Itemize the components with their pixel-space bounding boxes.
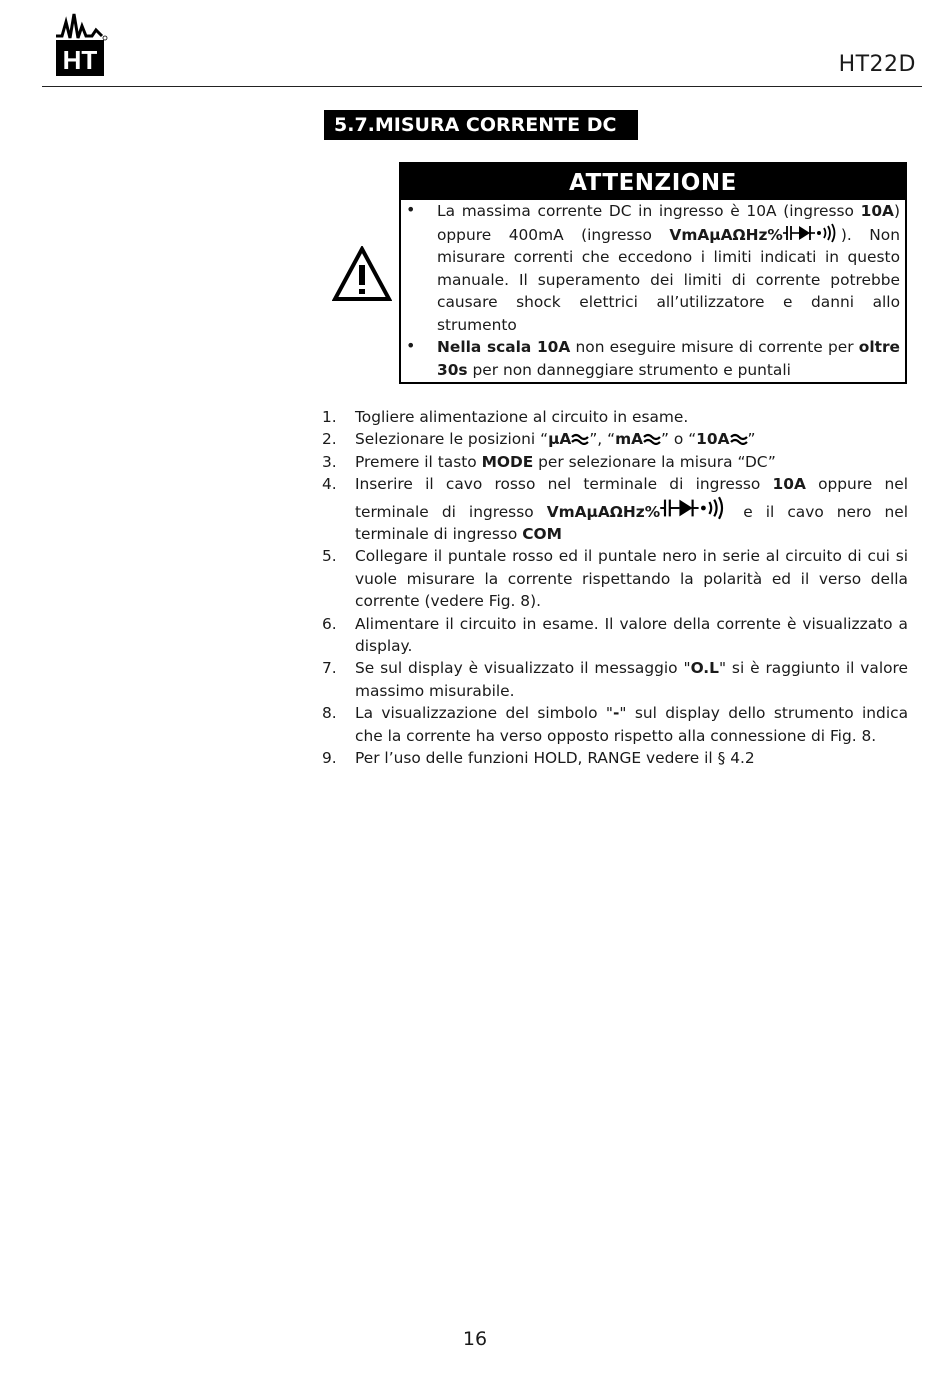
text-run: per selezionare la misura “DC” bbox=[533, 452, 776, 471]
step-text: Collegare il puntale rosso ed il puntale nero in serie al circuito di cui si vuole misurare la corrente rispettando la polarità ed il verso della corrente (vedere Fig. 8). bbox=[355, 547, 908, 611]
text-run: mA bbox=[615, 430, 644, 449]
bullet: • bbox=[406, 200, 416, 219]
warning-item bbox=[401, 200, 905, 336]
text-run: O.L bbox=[690, 659, 719, 678]
page-number: 16 bbox=[462, 1328, 488, 1350]
step-number: 6. bbox=[322, 614, 337, 633]
step-text: Togliere alimentazione al circuito in esame. bbox=[355, 408, 689, 426]
text-run: - bbox=[612, 704, 620, 723]
warning-text bbox=[437, 200, 900, 336]
text-run: La visualizzazione del simbolo " bbox=[355, 704, 613, 723]
list-item bbox=[322, 702, 908, 747]
dc-ac-symbol-icon bbox=[730, 433, 748, 445]
list-item bbox=[322, 613, 908, 658]
bullet: • bbox=[406, 336, 416, 355]
step-number: 3. bbox=[322, 452, 337, 471]
warning-list bbox=[401, 200, 905, 381]
text-run: Nella scala 10A bbox=[437, 338, 571, 356]
text-run: Se sul display è visualizzato il messaggio " bbox=[355, 659, 691, 678]
logo-text: HT bbox=[62, 45, 98, 75]
warning-box bbox=[399, 162, 907, 384]
list-item bbox=[322, 428, 908, 450]
text-run: e il cavo nero nel terminale di ingresso bbox=[355, 502, 908, 544]
ht-logo bbox=[52, 8, 108, 78]
text-run: 10A bbox=[772, 475, 806, 494]
step-number: 4. bbox=[322, 475, 337, 494]
dc-ac-symbol-icon bbox=[643, 433, 661, 445]
text-run: " sul display dello strumento indica che la corrente ha verso opposto rispetto alla connessione di Fig. 8. bbox=[355, 704, 908, 745]
text-run: ”, “ bbox=[589, 430, 616, 449]
list-item bbox=[322, 657, 908, 702]
section-title: 5.7.MISURA CORRENTE DC bbox=[324, 110, 638, 140]
step-number: 2. bbox=[322, 430, 337, 449]
text-run: 10A bbox=[860, 202, 894, 220]
text-run: Inserire il cavo rosso nel terminale di ingresso bbox=[355, 475, 773, 494]
terminal-symbols: VmAµAΩHz% bbox=[669, 225, 783, 244]
text-run: µA bbox=[548, 430, 572, 449]
header-divider bbox=[42, 86, 922, 87]
text-run: oppure nel terminale di ingresso bbox=[355, 475, 909, 521]
text-run: ). Non misurare correnti che eccedono i limiti indicati in questo manuale. Il superamento dei limiti di corrente potrebbe causare shock elettrici all’utilizzatore e danni allo strumento bbox=[437, 225, 900, 334]
step-number: 7. bbox=[322, 659, 337, 678]
text-run: " si è raggiunto il valore massimo misurabile. bbox=[355, 659, 908, 700]
list-item bbox=[322, 545, 908, 612]
text-run: La massima corrente DC in ingresso è 10A (ingresso bbox=[437, 202, 861, 220]
text-run: 10A bbox=[696, 430, 730, 449]
step-number: 9. bbox=[322, 749, 337, 768]
terminal-symbols: VmAµAΩHz% bbox=[546, 502, 661, 521]
warning-item bbox=[401, 336, 905, 381]
step-number: 5. bbox=[322, 547, 337, 566]
list-item bbox=[322, 406, 908, 428]
text-run: oltre 30s bbox=[437, 338, 900, 379]
list-item bbox=[322, 747, 908, 769]
capacitor-diode-buzzer-icon bbox=[660, 496, 730, 520]
step-text: Alimentare il circuito in esame. Il valore della corrente è visualizzato a display. bbox=[355, 614, 908, 656]
text-run: COM bbox=[522, 525, 562, 544]
dc-ac-symbol-icon bbox=[571, 433, 589, 445]
capacitor-diode-buzzer-icon bbox=[783, 223, 841, 243]
list-item bbox=[322, 451, 908, 473]
list-item bbox=[322, 473, 908, 545]
text-run: Premere il tasto bbox=[355, 452, 482, 471]
text-run: ) oppure 400mA (ingresso bbox=[437, 202, 900, 244]
step-number: 8. bbox=[322, 704, 337, 723]
text-run: ” o “ bbox=[661, 430, 697, 449]
warning-text bbox=[437, 336, 900, 381]
warning-heading: ATTENZIONE bbox=[401, 164, 905, 200]
step-text: Per l’uso delle funzioni HOLD, RANGE vedere il § 4.2 bbox=[355, 749, 755, 768]
text-run: Selezionare le posizioni “ bbox=[355, 430, 549, 449]
text-run: ” bbox=[747, 430, 756, 449]
step-number: 1. bbox=[322, 408, 337, 426]
text-run: non eseguire misure di corrente per bbox=[570, 338, 859, 356]
warning-triangle-icon bbox=[332, 246, 392, 302]
procedure-steps bbox=[322, 406, 908, 770]
text-run: MODE bbox=[481, 452, 534, 471]
text-run: per non danneggiare strumento e puntali bbox=[467, 360, 791, 379]
model-name: HT22D bbox=[838, 52, 916, 77]
